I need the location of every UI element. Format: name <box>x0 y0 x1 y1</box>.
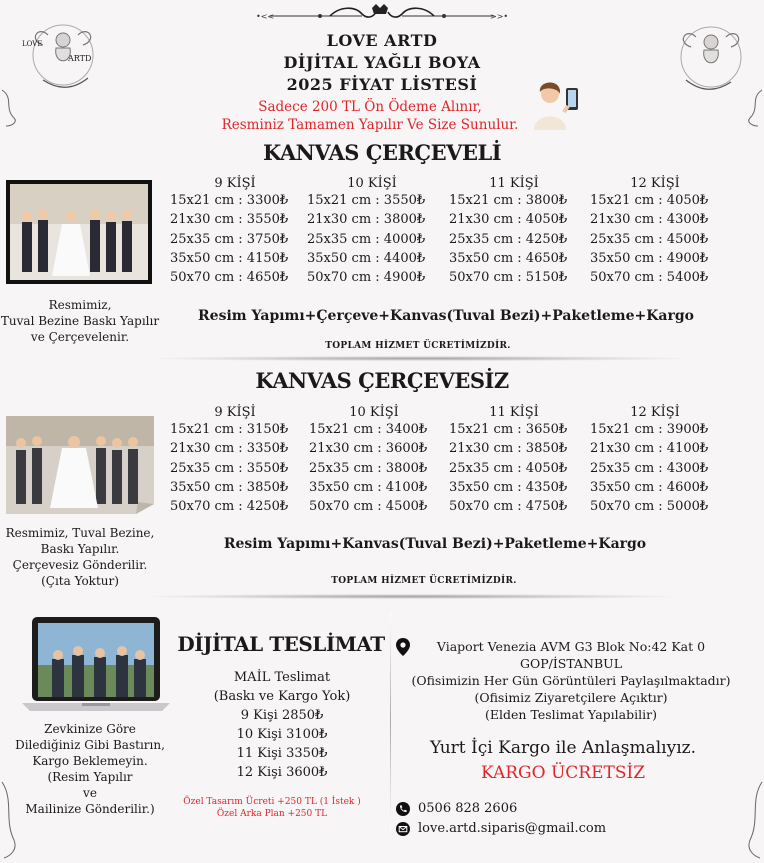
brand-name: LOVE ARTD <box>326 31 438 50</box>
column-head: 9 KİŞİ <box>214 176 256 191</box>
header-ornament <box>250 4 514 28</box>
brand-header <box>232 30 532 96</box>
price-line: 15x21 cm : 3650₺ <box>449 422 568 437</box>
frameless-column-11 <box>449 405 579 516</box>
price-line: 21x30 cm : 3800₺ <box>307 212 426 228</box>
frameless-total-note: TOPLAM HİZMET ÜCRETİMİZDİR. <box>331 576 517 586</box>
intro-line-1: Sadece 200 TL Ön Ödeme Alınır, <box>258 99 482 115</box>
digital-line: 12 Kişi 3600₺ <box>236 765 328 780</box>
frameless-sample-photo <box>6 416 154 514</box>
column-head: 10 KİŞİ <box>347 176 397 191</box>
intro-line-2: Resminiz Tamamen Yapılır Ve Size Sunulur. <box>221 117 519 133</box>
price-line: 50x70 cm : 4650₺ <box>170 270 289 286</box>
digital-desc-line: Dilediğiniz Gibi Bastırın, <box>15 738 165 752</box>
framed-section-title: KANVAS ÇERÇEVELİ <box>262 140 502 165</box>
cupid-logo-icon <box>18 10 108 100</box>
digital-desc-line: (Resim Yapılır <box>47 770 133 784</box>
column-head: 12 KİŞİ <box>630 405 680 420</box>
framed-column-9 <box>170 176 300 287</box>
digital-desc-line: ve <box>83 786 97 800</box>
digital-extras <box>170 796 374 820</box>
extra-fee-line: Özel Arka Plan +250 TL <box>216 809 328 819</box>
cupid-logo-icon <box>666 12 756 102</box>
laptop-image <box>22 615 172 715</box>
price-line: 21x30 cm : 3850₺ <box>449 441 568 457</box>
frameless-description <box>0 525 160 589</box>
price-line: 35x50 cm : 4650₺ <box>449 250 568 266</box>
price-line: 50x70 cm : 4750₺ <box>449 499 568 515</box>
frameless-desc-line: Resmimiz, Tuval Bezine, <box>5 526 155 540</box>
frameless-column-12 <box>590 405 720 516</box>
framed-description <box>0 297 160 345</box>
brand-logo-left <box>18 10 108 100</box>
price-line: 25x35 cm : 4250₺ <box>449 231 568 247</box>
price-line: 15x21 cm : 3550₺ <box>307 193 426 208</box>
brand-subtitle: DİJİTAL YAĞLI BOYA <box>283 53 481 72</box>
email-icon <box>396 822 410 836</box>
frameless-column-9 <box>170 405 300 516</box>
price-line: 25x35 cm : 3800₺ <box>309 460 428 476</box>
address-line: Viaport Venezia AVM G3 Blok No:42 Kat 0 <box>436 639 706 654</box>
price-line: 25x35 cm : 4300₺ <box>590 460 709 476</box>
svg-text:>>•: >>• <box>490 12 509 21</box>
framed-desc-line: Tuval Bezine Baskı Yapılır <box>0 314 160 328</box>
price-line: 35x50 cm : 4900₺ <box>590 250 709 266</box>
price-line: 35x50 cm : 4600₺ <box>590 479 709 495</box>
address-line: (Ofisimizin Her Gün Görüntüleri Paylaşılmaktadır) <box>411 673 731 688</box>
price-line: 25x35 cm : 3750₺ <box>170 231 289 247</box>
frameless-column-10 <box>309 405 439 516</box>
vertical-divider <box>390 612 391 832</box>
cargo-agreement: Yurt İçi Kargo ile Anlaşmalıyız. <box>429 738 696 758</box>
group-photo-image <box>6 416 154 514</box>
framed-column-12 <box>590 176 720 287</box>
intro-text <box>200 98 540 134</box>
frameless-section-title: KANVAS ÇERÇEVESİZ <box>255 368 509 393</box>
price-line: 50x70 cm : 4900₺ <box>307 270 426 286</box>
corner-flourish <box>744 780 764 860</box>
price-line: 21x30 cm : 4050₺ <box>449 212 568 228</box>
phone-icon <box>396 802 410 816</box>
phone-number[interactable]: 0506 828 2606 <box>418 801 518 816</box>
email-address[interactable]: love.artd.siparis@gmail.com <box>418 821 607 836</box>
logo-text-artd: ARTD <box>68 54 92 63</box>
price-line: 15x21 cm : 3400₺ <box>309 422 428 437</box>
column-head: 9 KİŞİ <box>214 405 256 420</box>
price-line: 50x70 cm : 5000₺ <box>590 499 709 515</box>
framed-total-note: TOPLAM HİZMET ÜCRETİMİZDİR. <box>325 341 511 351</box>
svg-text:•<<: •<< <box>256 12 275 21</box>
framed-desc-line: ve Çerçevelenir. <box>30 330 130 344</box>
price-line: 35x50 cm : 4400₺ <box>307 250 426 266</box>
section-divider <box>150 594 670 599</box>
framed-column-10 <box>307 176 437 287</box>
price-line: 15x21 cm : 4050₺ <box>590 193 709 208</box>
digital-desc-line: Kargo Beklemeyin. <box>32 754 148 768</box>
price-list-title: 2025 FİYAT LİSTESİ <box>286 75 478 94</box>
digital-section-title: DİJİTAL TESLİMAT <box>177 632 385 656</box>
digital-line: 9 Kişi 2850₺ <box>240 708 324 723</box>
price-line: 35x50 cm : 4100₺ <box>309 479 428 495</box>
digital-description <box>0 721 180 817</box>
framed-sample-photo <box>6 180 152 284</box>
column-head: 12 KİŞİ <box>630 176 680 191</box>
price-line: 35x50 cm : 3850₺ <box>170 479 289 495</box>
frameless-desc-line: (Çıta Yoktur) <box>41 574 119 588</box>
price-line: 50x70 cm : 5400₺ <box>590 270 709 286</box>
price-line: 35x50 cm : 4350₺ <box>449 479 568 495</box>
group-photo-image <box>10 184 148 280</box>
extra-fee-line: Özel Tasarım Ücreti +250 TL (1 İstek ) <box>183 797 361 807</box>
price-line: 25x35 cm : 4050₺ <box>449 460 568 476</box>
frameless-desc-line: Baskı Yapılır. <box>40 542 120 556</box>
price-line: 15x21 cm : 3900₺ <box>590 422 709 437</box>
corner-flourish <box>0 88 20 128</box>
digital-desc-line: Zevkinize Göre <box>44 722 136 736</box>
price-line: 21x30 cm : 3350₺ <box>170 441 289 457</box>
price-line: 15x21 cm : 3150₺ <box>170 422 289 437</box>
price-line: 15x21 cm : 3300₺ <box>170 193 289 208</box>
framed-service-line: Resim Yapımı+Çerçeve+Kanvas(Tuval Bezi)+Paketleme+Kargo <box>198 308 694 324</box>
digital-line: MAİL Teslimat <box>233 670 331 685</box>
price-line: 25x35 cm : 3550₺ <box>170 460 289 476</box>
brand-logo-right <box>666 12 756 102</box>
digital-line: 11 Kişi 3350₺ <box>236 746 328 761</box>
price-line: 25x35 cm : 4500₺ <box>590 231 709 247</box>
address-line: GOP/İSTANBUL <box>520 656 622 671</box>
frameless-service-line: Resim Yapımı+Kanvas(Tuval Bezi)+Paketleme+Kargo <box>223 536 647 552</box>
price-line: 21x30 cm : 4300₺ <box>590 212 709 228</box>
column-head: 11 KİŞİ <box>489 176 539 191</box>
digital-line: (Baskı ve Kargo Yok) <box>213 689 351 704</box>
price-line: 50x70 cm : 5150₺ <box>449 270 568 286</box>
price-line: 50x70 cm : 4500₺ <box>309 499 428 515</box>
price-line: 21x30 cm : 3550₺ <box>170 212 289 228</box>
price-line: 21x30 cm : 3600₺ <box>309 441 428 457</box>
price-line: 15x21 cm : 3800₺ <box>449 193 568 208</box>
digital-line: 10 Kişi 3100₺ <box>236 727 328 742</box>
framed-desc-line: Resmimiz, <box>48 298 112 312</box>
price-line: 50x70 cm : 4250₺ <box>170 499 289 515</box>
woman-phone-illustration <box>528 78 584 132</box>
address-line: (Elden Teslimat Yapılabilir) <box>485 707 657 722</box>
frameless-desc-line: Çerçevesiz Gönderilir. <box>12 558 148 572</box>
digital-desc-line: Mailinize Gönderilir.) <box>25 802 155 816</box>
corner-flourish <box>0 780 20 860</box>
column-head: 10 KİŞİ <box>349 405 399 420</box>
column-head: 11 KİŞİ <box>489 405 539 420</box>
free-cargo: KARGO ÜCRETSİZ <box>480 763 646 783</box>
digital-price-list <box>184 668 380 782</box>
address-line: (Ofisimiz Ziyaretçilere Açıktır) <box>474 690 668 705</box>
framed-column-11 <box>449 176 579 287</box>
price-line: 21x30 cm : 4100₺ <box>590 441 709 457</box>
address-block <box>406 638 736 723</box>
logo-text-love: LOVE <box>22 40 43 48</box>
section-divider <box>160 356 680 361</box>
price-line: 35x50 cm : 4150₺ <box>170 250 289 266</box>
corner-flourish <box>744 88 764 128</box>
price-line: 25x35 cm : 4000₺ <box>307 231 426 247</box>
